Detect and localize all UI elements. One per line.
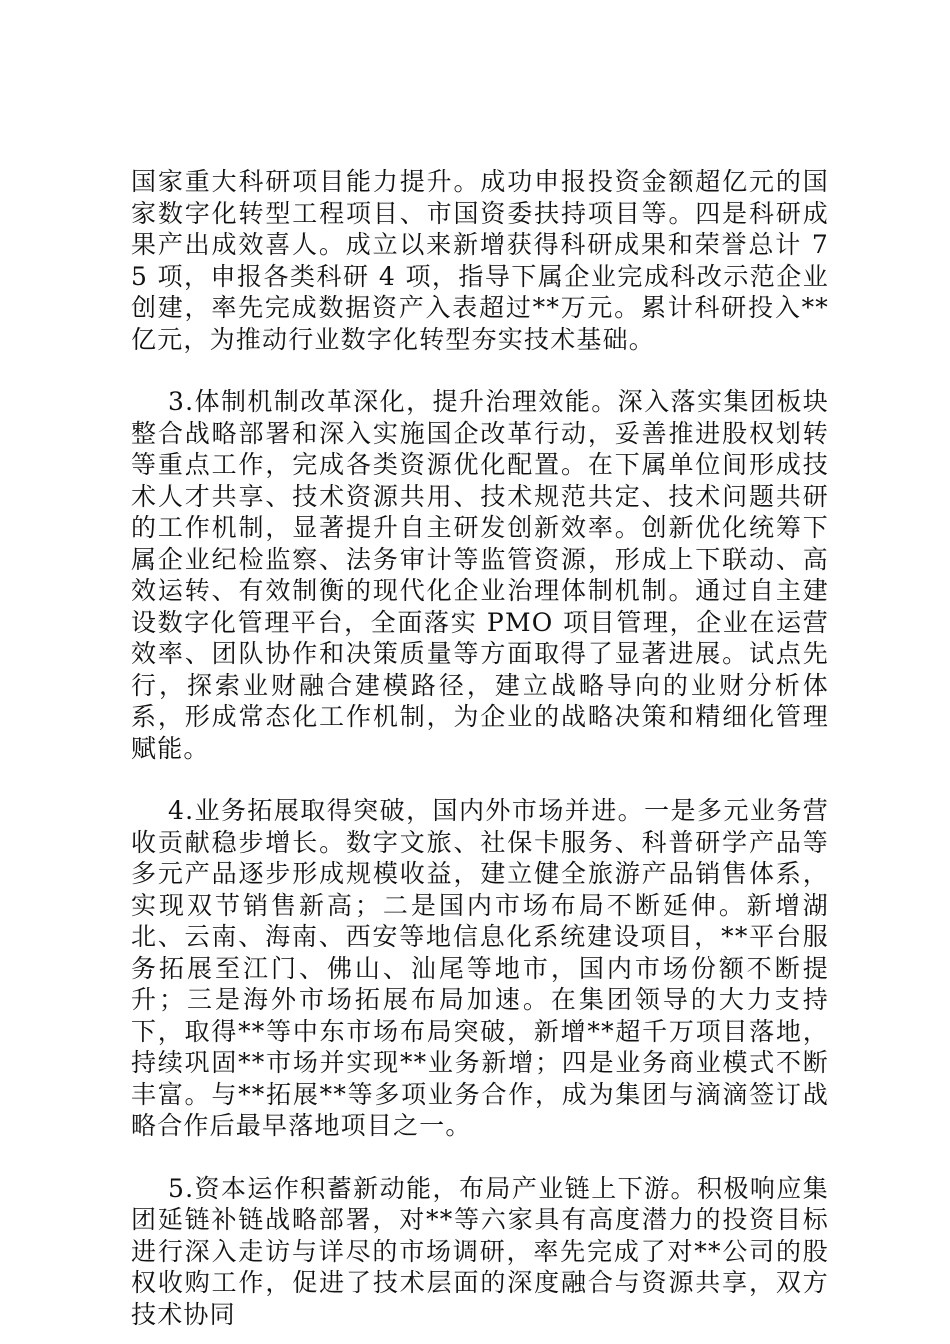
document-body (131, 166, 829, 1330)
paragraph-governance-reform: 3.体制机制改革深化，提升治理效能。深入落实集团板块整合战略部署和深入实施国企改革行动，妥善推进股权划转等重点工作，完成各类资源优化配置。在下属单位间形成技术人才共享、技术资源共用、技术规范共定、技术问题共研的工作机制，显著提升自主研发创新效率。创新优化统筹下属企业纪检监察、法务审计等监管资源，形成上下联动、高效运转、有效制衡的现代化企业治理体制机制。通过自主建设数字化管理平台，全面落实 PMO 项目管理，企业在运营效率、团队协作和决策质量等方面取得了显著进展。试点先行，探索业财融合建模路径，建立战略导向的业财分析体系，形成常态化工作机制，为企业的战略决策和精细化管理赋能。 (131, 387, 829, 763)
paragraph-research-achievements: 国家重大科研项目能力提升。成功申报投资金额超亿元的国家数字化转型工程项目、市国资委扶持项目等。四是科研成果产出成效喜人。成立以来新增获得科研成果和荣誉总计 75 项，申报各类科研 4 项，指导下属企业完成科改示范企业创建，率先完成数据资产入表超过**万元。累计科研投入**亿元，为推动行业数字化转型夯实技术基础。 (131, 167, 829, 354)
paragraph-business-expansion: 4.业务拓展取得突破，国内外市场并进。一是多元业务营收贡献稳步增长。数字文旅、社保卡服务、科普研学产品等多元产品逐步形成规模收益，建立健全旅游产品销售体系，实现双节销售新高；二是国内市场布局不断延伸。新增湖北、云南、海南、西安等地信息化系统建设项目，**平台服务拓展至江门、佛山、汕尾等地市，国内市场份额不断提升；三是海外市场拓展布局加速。在集团领导的大力支持下，取得**等中东市场布局突破，新增**超千万项目落地，持续巩固**市场并实现**业务新增；四是业务商业模式不断丰富。与**拓展**等多项业务合作，成为集团与滴滴签订战略合作后最早落地项目之一。 (131, 796, 829, 1140)
paragraph-capital-operation: 5.资本运作积蓄新动能，布局产业链上下游。积极响应集团延链补链战略部署，对**等六家具有高度潜力的投资目标进行深入走访与详尽的市场调研，率先完成了对**公司的股权收购工作，促进了技术层面的深度融合与资源共享，双方技术协同 (131, 1173, 829, 1329)
